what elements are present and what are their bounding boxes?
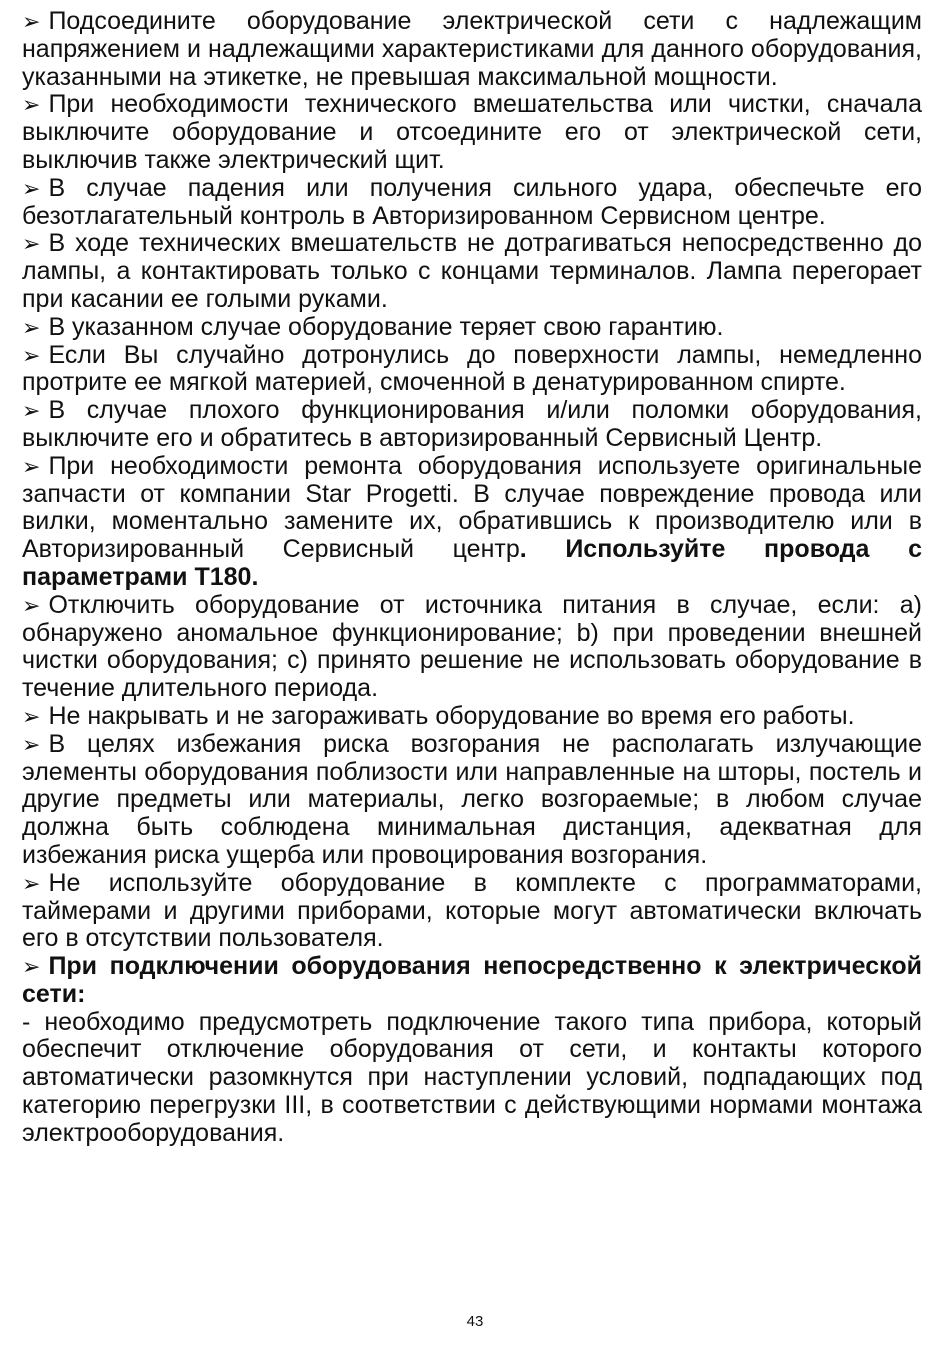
item-text: В ходе технических вмешательств не дотрагиваться непосредственно до лампы, а контактировать только с концами терминалов. Лампа перегорает при касании ее голыми руками. [22, 229, 922, 313]
arrow-bullet-icon: ➢ [22, 592, 41, 618]
arrow-bullet-icon: ➢ [22, 703, 41, 729]
list-item [22, 453, 922, 592]
arrow-bullet-icon: ➢ [22, 731, 41, 757]
item-heading-text: При подключении оборудования непосредственно к электрической сети: [22, 952, 922, 1008]
item-text: Не накрывать и не загораживать оборудование во время его работы. [48, 701, 855, 730]
list-item [22, 8, 922, 91]
item-bold-note: . Используйте провода с параметрами T180. [22, 535, 922, 591]
item-text: Отключить оборудование от источника питания в случае, если: a) обнаружено аномальное функционирование; b) при проведении внешней чистки оборудования; c) принято решение не использовать оборудование в течение длительного периода. [22, 590, 922, 703]
list-item [22, 314, 922, 342]
item-text: При необходимости ремонта оборудования используете оригинальные запчасти от компании Star Progetti. В случае повреждение провода или вилки, моментально замените их, обратившись к производителю или в Авторизированный Сервисный центр [22, 451, 922, 564]
arrow-bullet-icon: ➢ [22, 870, 41, 896]
list-item [22, 91, 922, 174]
list-item [22, 731, 922, 870]
item-text: В указанном случае оборудование теряет свою гарантию. [48, 312, 724, 341]
item-text: Не используйте оборудование в комплекте с программаторами, таймерами и другими приборами, которые могут автоматически включать его в отсутствии пользователя. [22, 868, 922, 953]
arrow-bullet-icon: ➢ [22, 342, 41, 368]
list-item [22, 870, 922, 953]
item-text: В случае падения или получения сильного удара, обеспечьте его безотлагательный контроль в Авторизированном Сервисном центре. [22, 173, 922, 230]
item-text: Подсоедините оборудование электрической сети с надлежащим напряжением и надлежащими характеристиками для данного оборудования, указанными на этикетке, не превышая максимальной мощности. [22, 7, 922, 91]
arrow-bullet-icon: ➢ [22, 231, 41, 257]
item-text: При необходимости технического вмешательства или чистки, сначала выключите оборудование и отсоедините его от электрической сети, выключив также электрический щит. [22, 90, 922, 174]
list-item [22, 342, 922, 398]
arrow-bullet-icon: ➢ [22, 92, 41, 118]
item-text: В целях избежания риска возгорания не располагать излучающие элементы оборудования поблизости или направленные на шторы, постель и другие предметы или материалы, легко возгораемые; в любом случае должна быть соблюдена минимальная дистанция, адекватная для избежания риска ущерба или провоцирования возгорания. [22, 729, 922, 869]
arrow-bullet-icon: ➢ [22, 9, 41, 34]
dash-paragraph: - необходимо предусмотреть подключение такого типа прибора, который обеспечит отключение оборудования от сети, и контакты которого автоматически разомкнутся при наступлении условий, подпадающих под категорию перегрузки III, в соответствии с действующими нормами монтажа электрооборудования. [22, 1007, 922, 1147]
list-item [22, 703, 922, 731]
arrow-bullet-icon: ➢ [22, 398, 41, 424]
page-number: 43 [466, 1313, 484, 1330]
item-text: Если Вы случайно дотронулись до поверхности лампы, немедленно протрите ее мягкой материей, смоченной в денатурированном спирте. [22, 340, 922, 397]
item-text: В случае плохого функционирования и/или поломки оборудования, выключите его и обратитесь в авторизированный Сервисный Центр. [22, 396, 922, 452]
arrow-bullet-icon: ➢ [22, 954, 41, 980]
arrow-bullet-icon: ➢ [22, 314, 41, 340]
list-item [22, 397, 922, 453]
document-body [22, 8, 922, 1148]
list-item [22, 175, 922, 231]
list-item [22, 592, 922, 703]
list-item-heading [22, 953, 922, 1009]
arrow-bullet-icon: ➢ [22, 175, 41, 201]
list-item [22, 230, 922, 313]
arrow-bullet-icon: ➢ [22, 453, 41, 479]
